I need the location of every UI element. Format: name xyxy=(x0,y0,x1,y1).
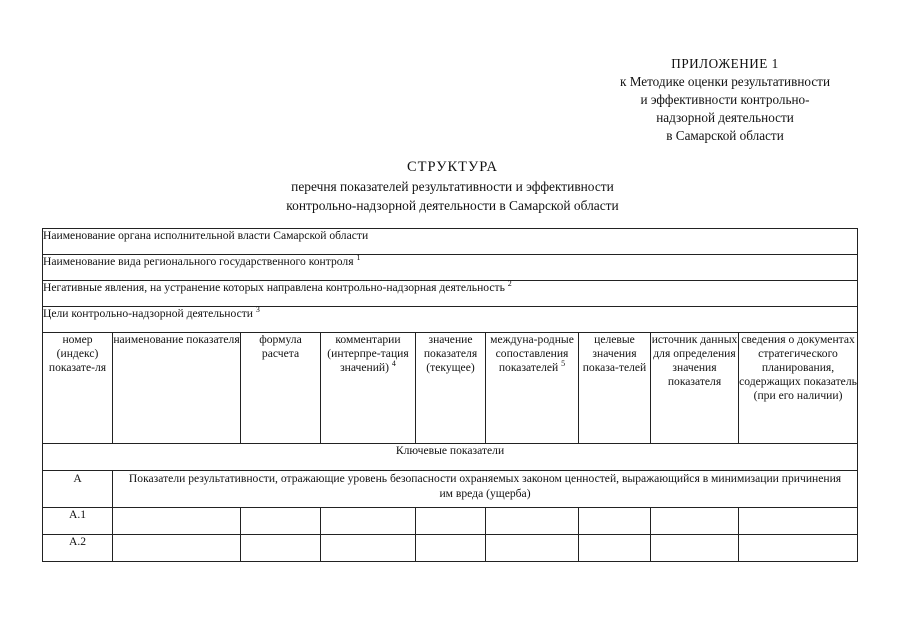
column-header-name: наименование показателя xyxy=(113,333,241,444)
info-text: Наименование вида регионального государственного контроля xyxy=(43,255,354,268)
indicators-table xyxy=(42,228,858,562)
column-header-target: целевые значения показа-телей xyxy=(579,333,651,444)
table-cell xyxy=(486,508,579,535)
table-row xyxy=(43,508,858,535)
table-cell xyxy=(416,508,486,535)
column-header-value: значение показателя (текущее) xyxy=(416,333,486,444)
footnote-marker: 3 xyxy=(255,305,260,315)
appendix-line: к Методике оценки результативности xyxy=(619,74,830,89)
document-title xyxy=(0,158,905,215)
group-code: А xyxy=(43,471,113,508)
footnote-marker: 2 xyxy=(507,279,512,289)
footnote-marker: 4 xyxy=(391,359,396,369)
column-header-number: номер (индекс) показате-ля xyxy=(43,333,113,444)
title-main: СТРУКТУРА xyxy=(407,159,498,175)
footnote-marker: 5 xyxy=(561,359,566,369)
column-header-comments: комментарии (интерпре-тация значений) $^4$ xyxy=(321,333,416,444)
appendix-block xyxy=(560,55,890,145)
section-title: Ключевые показатели xyxy=(43,444,858,471)
column-header-formula: формула расчета xyxy=(241,333,321,444)
table-cell xyxy=(651,508,739,535)
footnote-marker: 1 xyxy=(356,253,361,263)
appendix-line: и эффективности контрольно- xyxy=(640,92,810,107)
info-text: Негативные явления, на устранение которых направлена контрольно-надзорная деятельность xyxy=(43,281,505,294)
table-row xyxy=(43,535,858,562)
table-cell xyxy=(416,535,486,562)
column-header-international: междуна-родные сопоставления показателей $^5$ xyxy=(486,333,579,444)
appendix-line: надзорной деятельности xyxy=(656,110,794,125)
table-cell xyxy=(486,535,579,562)
group-description: Показатели результативности, отражающие уровень безопасности охраняемых законом ценностей, выражающийся в минимизации причинения им вреда (ущерба) xyxy=(113,471,858,508)
appendix-line: в Самарской области xyxy=(666,128,784,143)
table-cell xyxy=(651,535,739,562)
title-subtitle-1: перечня показателей результативности и эффективности xyxy=(291,179,614,194)
info-row-authority xyxy=(43,229,858,255)
section-row xyxy=(43,444,858,471)
row-code: А.1 xyxy=(43,508,113,535)
column-header-source: источник данных для определения значения показателя xyxy=(651,333,739,444)
info-cell xyxy=(43,229,858,255)
info-cell xyxy=(43,255,858,281)
table-cell xyxy=(113,535,241,562)
info-row-control-type xyxy=(43,255,858,281)
table-cell xyxy=(579,535,651,562)
appendix-header: ПРИЛОЖЕНИЕ 1 xyxy=(671,56,779,71)
title-subtitle-2: контрольно-надзорной деятельности в Самарской области xyxy=(286,198,619,213)
info-row-goals xyxy=(43,307,858,333)
table-cell xyxy=(241,508,321,535)
table-cell xyxy=(739,535,858,562)
table-cell xyxy=(241,535,321,562)
table-cell xyxy=(739,508,858,535)
table-cell xyxy=(321,508,416,535)
table-cell xyxy=(113,508,241,535)
group-row xyxy=(43,471,858,508)
table-cell xyxy=(321,535,416,562)
info-cell xyxy=(43,307,858,333)
info-text: Наименование органа исполнительной власти Самарской области xyxy=(43,229,369,242)
table-cell xyxy=(579,508,651,535)
info-text: Цели контрольно-надзорной деятельности xyxy=(43,307,254,320)
row-code: А.2 xyxy=(43,535,113,562)
info-row-negative-phenomena xyxy=(43,281,858,307)
column-header-row xyxy=(43,333,858,444)
column-header-documents: сведения о документах стратегического планирования, содержащих показатель (при его наличии) xyxy=(739,333,858,444)
info-cell xyxy=(43,281,858,307)
